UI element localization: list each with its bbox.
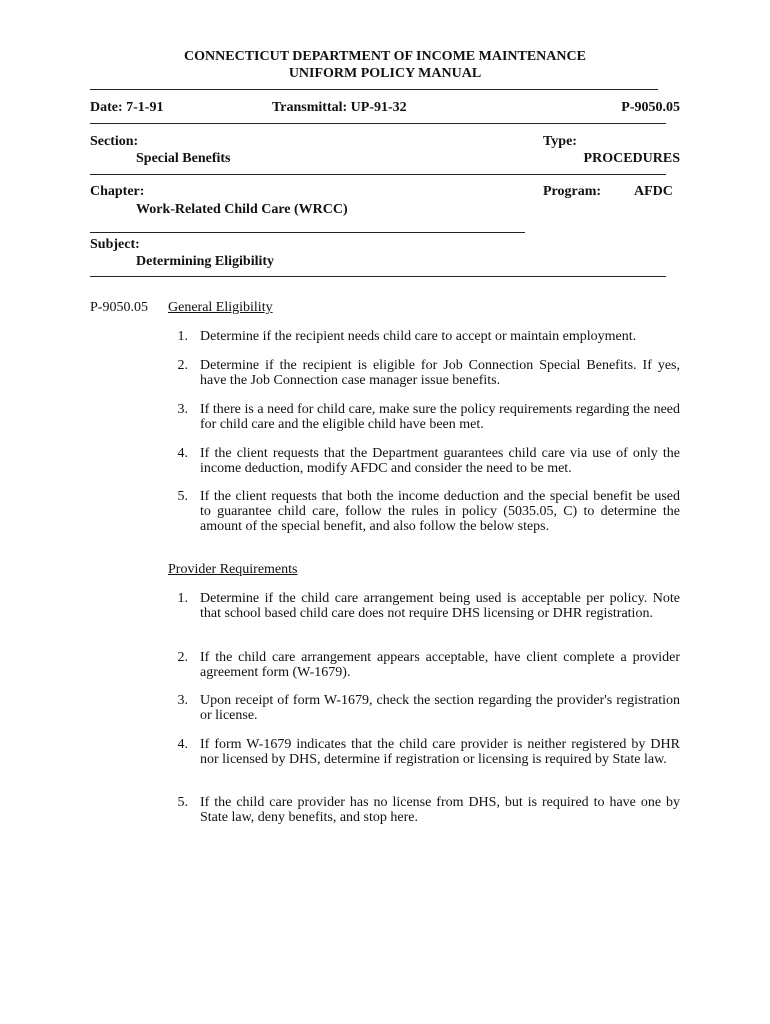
transmittal: Transmittal: UP-91-32 bbox=[272, 100, 407, 115]
item-text: If the client requests that the Department guarantees child care via use of only the income deduction, modify AFDC and consider the need to be met. bbox=[200, 446, 680, 476]
item-text: If the client requests that both the income deduction and the special benefit be used to guarantee child care, follow the rules in policy (5035.05, C) to determine the amount of the special benefit, and also follow the below steps. bbox=[200, 489, 680, 534]
document-header bbox=[90, 48, 680, 82]
item-number: 4. bbox=[177, 737, 188, 752]
item-text: If there is a need for child care, make sure the policy requirements regarding the need for child care and the eligible child have been met. bbox=[200, 402, 680, 432]
type-value: PROCEDURES bbox=[583, 151, 680, 166]
header-title: CONNECTICUT DEPARTMENT OF INCOME MAINTENANCE bbox=[184, 49, 586, 64]
item-number: 3. bbox=[177, 402, 188, 417]
item-text: Determine if the recipient needs child care to accept or maintain employment. bbox=[200, 329, 637, 344]
item-text: If the child care arrangement appears acceptable, have client complete a provider agreement form (W-1679). bbox=[200, 650, 680, 680]
divider bbox=[90, 232, 525, 233]
item-number: 5. bbox=[177, 489, 188, 504]
policy-code: P-9050.05 bbox=[621, 100, 680, 115]
type-label: Type: bbox=[543, 134, 577, 149]
chapter-value: Work-Related Child Care (WRCC) bbox=[136, 202, 348, 217]
date: Date: 7-1-91 bbox=[90, 100, 164, 115]
item-number: 3. bbox=[177, 693, 188, 708]
divider bbox=[90, 89, 658, 90]
item-number: 5. bbox=[177, 795, 188, 810]
divider bbox=[90, 276, 666, 277]
item-number: 1. bbox=[177, 591, 188, 606]
item-text: If the child care provider has no license from DHS, but is required to have one by State law, deny benefits, and stop here. bbox=[200, 795, 680, 825]
item-number: 2. bbox=[177, 358, 188, 373]
item-text: Determine if the child care arrangement being used is acceptable per policy. Note that school based child care does not require DHS licensing or DHR registration. bbox=[200, 591, 680, 621]
subject-value: Determining Eligibility bbox=[136, 254, 275, 269]
divider bbox=[90, 174, 666, 175]
item-text: If form W-1679 indicates that the child care provider is neither registered by DHR nor licensed by DHS, determine if registration or licensing is required by State law. bbox=[200, 737, 680, 767]
item-number: 4. bbox=[177, 446, 188, 461]
section-code: P-9050.05 bbox=[90, 300, 148, 315]
item-number: 1. bbox=[177, 329, 188, 344]
section-value: Special Benefits bbox=[136, 151, 231, 166]
divider bbox=[90, 123, 666, 124]
program-label: Program: bbox=[543, 184, 602, 199]
general-eligibility-heading: General Eligibility bbox=[168, 300, 273, 315]
item-text: Upon receipt of form W-1679, check the section regarding the provider's registration or license. bbox=[200, 693, 680, 723]
section-label: Section: bbox=[90, 134, 139, 149]
provider-requirements-heading: Provider Requirements bbox=[168, 562, 298, 577]
chapter-label: Chapter: bbox=[90, 184, 145, 199]
item-number: 2. bbox=[177, 650, 188, 665]
header-subtitle: UNIFORM POLICY MANUAL bbox=[288, 66, 482, 81]
program-value: AFDC bbox=[634, 184, 673, 199]
subject-label: Subject: bbox=[90, 237, 140, 252]
item-text: Determine if the recipient is eligible for Job Connection Special Benefits. If yes, have the Job Connection case manager issue benefits. bbox=[200, 358, 680, 388]
